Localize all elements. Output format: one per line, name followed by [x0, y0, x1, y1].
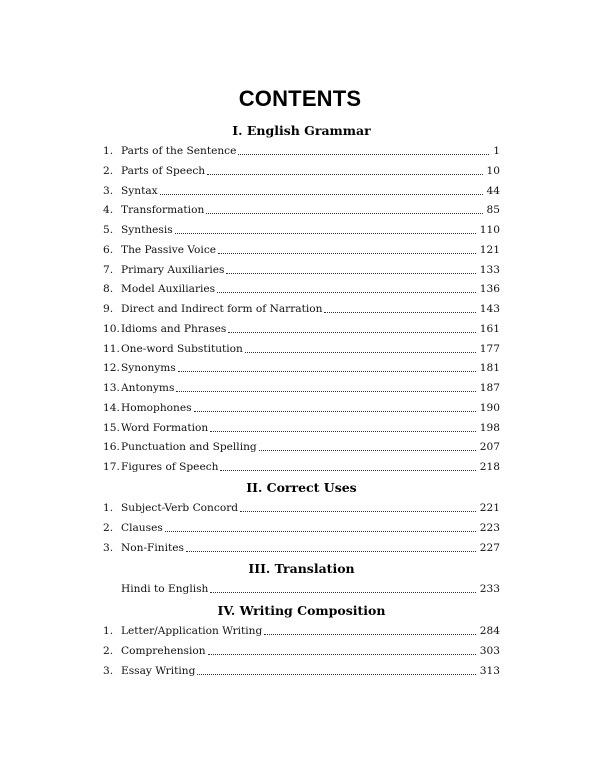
entry-number: 12.	[103, 362, 120, 375]
dot-leader	[210, 419, 476, 432]
section-heading: III. Translation	[248, 561, 355, 576]
dot-leader	[178, 359, 476, 372]
entry-number: 10.	[103, 322, 120, 335]
section-heading: IV. Writing Composition	[217, 603, 386, 618]
dot-leader	[186, 539, 476, 552]
entry-page-number: 121	[479, 243, 500, 256]
toc-entry	[103, 240, 500, 260]
entry-page-number: 136	[479, 283, 500, 296]
dot-leader	[226, 261, 475, 274]
dot-leader	[165, 519, 476, 532]
section-heading: I. English Grammar	[232, 123, 371, 138]
dot-leader	[259, 438, 476, 451]
entry-page-number: 221	[479, 502, 500, 514]
entry-page-number: 181	[479, 362, 500, 375]
section-translation	[103, 559, 500, 599]
entry-page-number: 223	[479, 521, 500, 534]
entry-page-number: 187	[479, 382, 500, 394]
toc-entry	[103, 661, 500, 681]
entry-title: Hindi to English	[121, 583, 209, 595]
toc-entry	[103, 398, 500, 418]
toc-entry	[103, 418, 500, 438]
toc-entry	[103, 161, 500, 181]
entry-page-number: 218	[479, 461, 500, 473]
entry-page-number: 1	[493, 145, 500, 157]
entry-title: Non-Finites	[121, 541, 184, 554]
dot-leader	[228, 320, 475, 333]
dot-leader	[220, 458, 475, 471]
entry-title: Synthesis	[121, 224, 173, 236]
entry-number: 17.	[103, 461, 120, 473]
entry-number: 3.	[103, 184, 114, 197]
entry-number: 6.	[103, 243, 114, 256]
entry-title: Direct and Indirect form of Narration	[121, 303, 323, 315]
dot-leader	[218, 241, 476, 254]
entry-number: 13.	[103, 382, 120, 394]
entry-title: Parts of the Sentence	[121, 145, 237, 157]
dot-leader	[206, 201, 482, 214]
entry-title: One-word Substitution	[121, 342, 243, 355]
entry-title: Antonyms	[121, 382, 175, 394]
toc-entry	[103, 339, 500, 359]
entry-title: Synonyms	[121, 362, 176, 375]
toc-entry	[103, 378, 500, 398]
entry-list	[103, 498, 500, 557]
dot-leader	[217, 280, 476, 293]
entry-page-number: 133	[479, 263, 500, 276]
dot-leader	[207, 162, 482, 175]
entry-title: Subject-Verb Concord	[121, 502, 239, 514]
entry-title: Primary Auxiliaries	[121, 263, 225, 276]
section-heading: II. Correct Uses	[246, 480, 357, 495]
entry-page-number: 198	[479, 421, 500, 434]
toc-entry	[103, 538, 500, 558]
entry-number: 1.	[103, 502, 114, 514]
entry-number: 4.	[103, 204, 114, 217]
toc-entry	[103, 260, 500, 280]
dot-leader	[175, 221, 476, 234]
entry-page-number: 161	[479, 322, 500, 335]
toc-entry	[103, 319, 500, 339]
entry-title: Parts of Speech	[121, 164, 206, 177]
entry-page-number: 313	[479, 664, 500, 677]
entry-number: 14.	[103, 401, 120, 414]
entry-title: Clauses	[121, 521, 163, 534]
entry-title: Figures of Speech	[121, 461, 219, 473]
dot-leader	[176, 379, 475, 392]
entry-number: 7.	[103, 263, 114, 276]
entry-page-number: 207	[479, 441, 500, 454]
entry-title: Comprehension	[121, 644, 206, 657]
entry-title: Word Formation	[121, 421, 209, 434]
page-title: CONTENTS	[238, 86, 362, 111]
toc-entry	[103, 518, 500, 538]
entry-page-number: 143	[479, 303, 500, 315]
dot-leader	[238, 142, 489, 155]
entry-page-number: 190	[479, 401, 500, 414]
dot-leader	[324, 300, 475, 313]
entry-title: The Passive Voice	[121, 243, 217, 256]
section-correct-uses	[103, 478, 500, 557]
entry-list	[103, 579, 500, 599]
entry-number: 15.	[103, 421, 120, 434]
entry-number: 3.	[103, 541, 114, 554]
entry-number: 2.	[103, 521, 114, 534]
entry-page-number: 44	[486, 184, 500, 197]
entry-title: Transformation	[121, 204, 205, 217]
toc-entry	[103, 279, 500, 299]
section-writing-composition	[103, 601, 500, 680]
toc-entry	[103, 621, 500, 641]
entry-title: Idioms and Phrases	[121, 322, 227, 335]
toc-entry	[103, 299, 500, 319]
toc-entry	[103, 457, 500, 477]
entry-title: Homophones	[121, 401, 192, 414]
dot-leader	[160, 182, 483, 195]
entry-list	[103, 621, 500, 680]
entry-number: 11.	[103, 342, 120, 355]
toc-entry	[103, 200, 500, 220]
toc-entry	[103, 358, 500, 378]
entry-page-number: 177	[479, 342, 500, 355]
entry-number: 5.	[103, 224, 114, 236]
entry-title: Syntax	[121, 184, 158, 197]
entry-page-number: 10	[486, 164, 500, 177]
entry-title: Model Auxiliaries	[121, 283, 216, 296]
toc-entry	[103, 641, 500, 661]
dot-leader	[208, 642, 476, 655]
dot-leader	[197, 662, 475, 675]
entry-number: 3.	[103, 664, 114, 677]
entry-page-number: 284	[479, 625, 500, 637]
section-english-grammar	[103, 121, 500, 477]
dot-leader	[240, 499, 476, 512]
toc-entry	[103, 141, 500, 161]
entry-page-number: 85	[486, 204, 500, 217]
entry-number: 8.	[103, 283, 114, 296]
entry-page-number: 227	[479, 541, 500, 554]
toc-entry	[103, 220, 500, 240]
entry-number: 2.	[103, 644, 114, 657]
entry-page-number: 303	[479, 644, 500, 657]
entry-number: 1.	[103, 625, 114, 637]
entry-title: Punctuation and Spelling	[121, 441, 257, 454]
dot-leader	[245, 340, 476, 353]
entry-number: 1.	[103, 145, 114, 157]
toc-entry	[103, 181, 500, 201]
entry-number: 9.	[103, 303, 114, 315]
dot-leader	[194, 399, 476, 412]
entry-number: 2.	[103, 164, 114, 177]
toc-entry	[103, 579, 500, 599]
dot-leader	[210, 580, 475, 593]
entry-list	[103, 141, 500, 477]
toc-entry	[103, 498, 500, 518]
entry-title: Letter/Application Writing	[121, 625, 263, 637]
entry-number: 16.	[103, 441, 120, 454]
entry-page-number: 110	[479, 224, 500, 236]
toc-entry	[103, 437, 500, 457]
entry-page-number: 233	[479, 583, 500, 595]
entry-title: Essay Writing	[121, 664, 196, 677]
dot-leader	[264, 622, 475, 635]
